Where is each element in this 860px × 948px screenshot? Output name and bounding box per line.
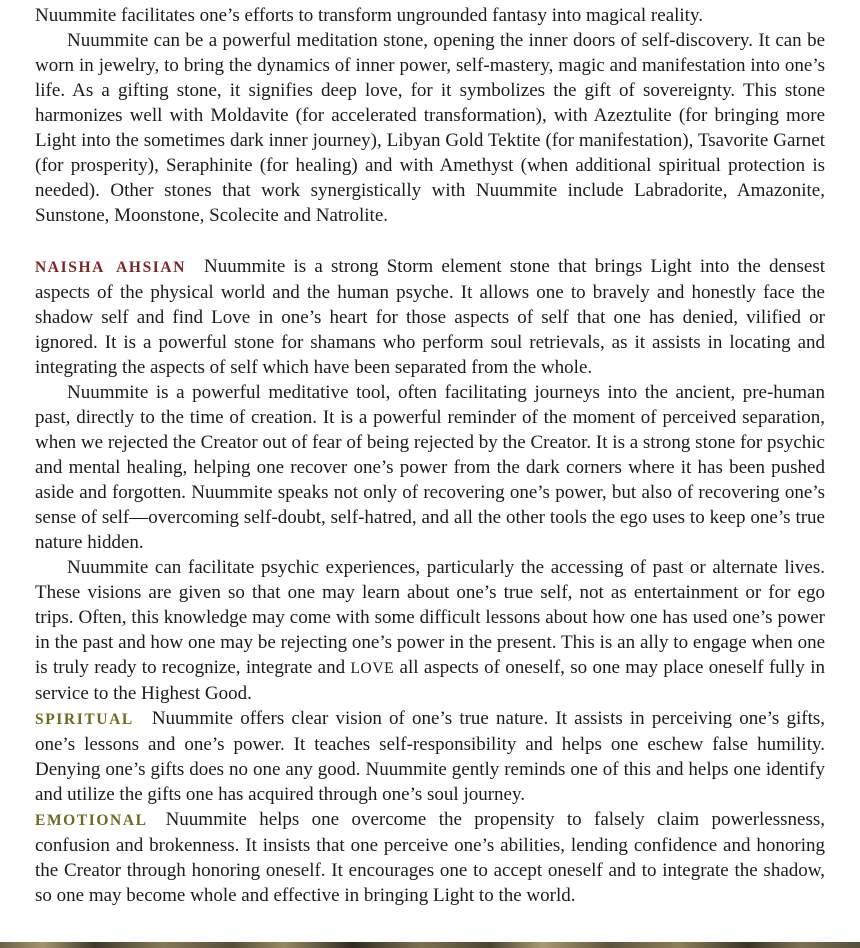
love-smallcaps: LOVE: [350, 660, 395, 677]
meditative-tool-text: Nuummite is a powerful meditative tool, often facilitating journeys into the ancient, pre-human past, directly to the time of creation. It is a powerful reminder of the moment of perceived separation, when we rejected the Creator out of fear of being rejected by the Creator. It is a strong stone for psychic and mental healing, helping one recover one’s power from the dark corners where it has been pushed aside and forgotten. Nuummite speaks not only of recovering one’s power, but also of recovering one’s sense of self—overcoming self-doubt, self-hatred, and all the other tools the ego uses to keep one’s true nature hidden.: [35, 382, 825, 553]
intro-fragment-text: Nuummite facilitates one’s efforts to transform ungrounded fantasy into magical reality.: [35, 5, 703, 26]
spiritual-heading: SPIRITUAL: [35, 711, 134, 728]
naisha-ahsian-heading: NAISHA AHSIAN: [35, 259, 187, 276]
section-naisha-ahsian: [35, 254, 825, 380]
section-emotional: [35, 807, 825, 908]
emotional-heading: EMOTIONAL: [35, 812, 148, 829]
meditation-stone-text: Nuummite can be a powerful meditation stone, opening the inner doors of self-discovery. It can be worn in jewelry, to bring the dynamics of inner power, self-mastery, magic and manifestation into one’s life. As a gifting stone, it signifies deep love, for it symbolizes the gift of sovereignty. This stone harmonizes well with Moldavite (for accelerated transformation), with Azeztulite (for bringing more Light into the sometimes dark inner journey), Libyan Gold Tektite (for manifestation), Tsavorite Garnet (for prosperity), Seraphinite (for healing) and with Amethyst (when additional spiritual protection is needed). Other stones that work synergistically with Nuummite include Labradorite, Amazonite, Sunstone, Moonstone, Scolecite and Natrolite.: [35, 30, 825, 226]
stone-photo-top-edge: [0, 942, 860, 948]
paragraph-psychic-experiences: [35, 555, 825, 706]
emotional-text: Nuummite helps one overcome the propensity to falsely claim powerlessness, confusion and brokenness. It insists that one perceive one’s abilities, lending confidence and honoring the Creator through honoring oneself. It encourages one to accept oneself and to integrate the shadow, so one may become whole and effective in bringing Light to the world.: [35, 809, 825, 906]
spiritual-text: Nuummite offers clear vision of one’s true nature. It assists in perceiving one’s gifts, one’s lessons and one’s power. It teaches self-responsibility and helps one eschew false humility. Denying one’s gifts does no one any good. Nuummite gently reminds one of this and helps one identify and utilize the gifts one has acquired through one’s soul journey.: [35, 708, 825, 805]
section-spiritual: [35, 706, 825, 807]
naisha-ahsian-text: Nuummite is a strong Storm element stone that brings Light into the densest aspects of the physical world and the human psyche. It allows one to bravely and honestly face the shadow self and find Love in one’s heart for those aspects of self that one has denied, vilified or ignored. It is a powerful stone for shamans who perform soul retrievals, as it assists in locating and integrating the aspects of self which have been separated from the whole.: [35, 256, 825, 378]
paragraph-meditative-tool: [35, 380, 825, 555]
psychic-text-after-love: all aspects of oneself, so one may place oneself fully in service to the Highest Good.: [35, 657, 825, 704]
paragraph-meditation-stone: [35, 28, 825, 228]
psychic-text-before-love: Nuummite can facilitate psychic experiences, particularly the accessing of past or alternate lives. These visions are given so that one may learn about one’s true self, not as entertainment or for ego trips. Often, this knowledge may come with some difficult lessons about how one has used one’s power in the past and how one may be rejecting one’s power in the present. This is an ally to engage when one is truly ready to recognize, integrate and: [35, 557, 825, 678]
paragraph-intro-fragment: [35, 3, 825, 28]
